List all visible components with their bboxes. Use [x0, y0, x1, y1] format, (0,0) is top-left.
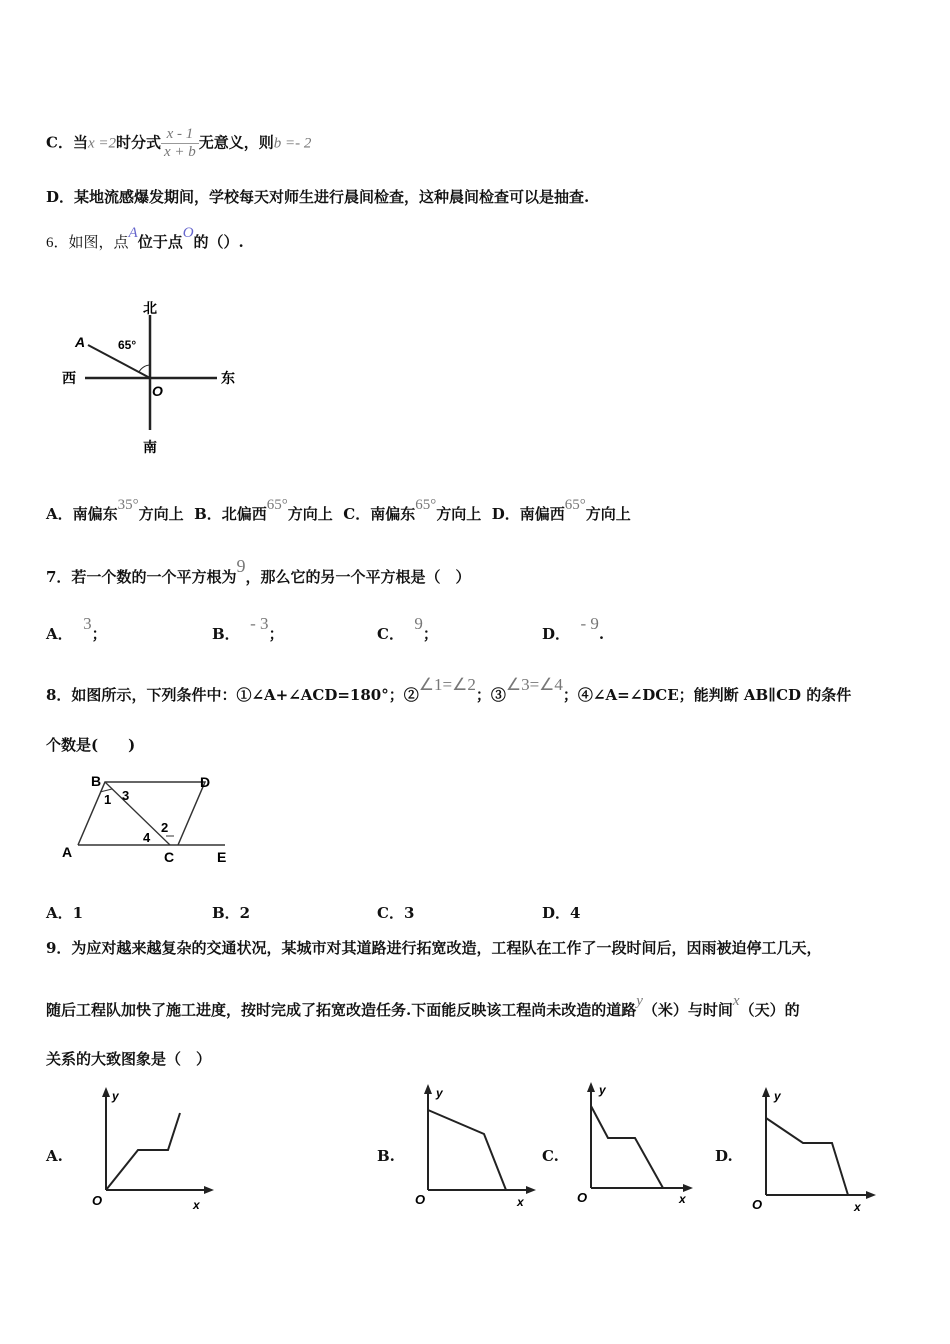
label: D．南偏西	[491, 505, 565, 523]
axis-y: y	[112, 1089, 119, 1103]
axis-x: x	[679, 1192, 686, 1206]
math: x =2	[87, 135, 116, 152]
label-d: D	[200, 774, 211, 790]
origin: O	[415, 1192, 426, 1207]
value: - 9	[580, 614, 599, 633]
label-a: A	[62, 844, 73, 860]
label: A．南偏东	[46, 505, 118, 523]
axis-x: x	[517, 1195, 524, 1209]
label-south: 南	[143, 439, 157, 455]
label: C．南偏东	[343, 505, 416, 523]
q7-option-c[interactable]	[377, 614, 438, 644]
value: 3	[83, 614, 92, 633]
q5-option-c	[46, 126, 311, 161]
math: b =- 2	[273, 135, 312, 152]
condition-3: ∠3=∠4	[505, 675, 563, 694]
denominator: x + b	[164, 144, 196, 160]
text: ，那么它的另一个平方根是（ ）	[245, 568, 471, 586]
text: ；	[268, 625, 284, 643]
label: A．	[46, 625, 73, 643]
axis-x: x	[854, 1200, 861, 1214]
q7-option-d[interactable]	[542, 614, 605, 644]
q8-stem	[46, 675, 852, 705]
label: C．当	[46, 133, 88, 152]
var-x: x	[732, 993, 740, 1009]
label-4: 4	[143, 830, 151, 845]
parallelogram-figure	[60, 770, 240, 870]
text: 方向上	[138, 505, 184, 523]
q8-option-a[interactable]: A．1	[46, 904, 84, 922]
text: .	[598, 625, 605, 643]
text: ；④∠A=∠DCE；能判断 AB∥CD 的条件	[562, 686, 852, 704]
label-a: A	[75, 334, 86, 350]
graph-c	[575, 1080, 700, 1210]
label: C．	[377, 625, 404, 643]
value: 9	[236, 556, 246, 576]
text: 方向上	[287, 505, 333, 523]
q5-option-d: D．某地流感爆发期间，学校每天对师生进行晨间检查，这种晨间检查可以是抽查.	[46, 188, 590, 206]
q7-option-b[interactable]	[212, 614, 284, 644]
label: B．	[212, 625, 240, 643]
q9-option-b[interactable]: B.	[377, 1147, 395, 1165]
text: 的（）.	[193, 233, 244, 251]
text: （米）与时间	[642, 1001, 733, 1019]
q9-option-c[interactable]: C.	[542, 1147, 559, 1165]
label-c: C	[164, 849, 175, 865]
value: 65°	[266, 497, 288, 513]
value: 35°	[117, 497, 139, 513]
graph-b	[412, 1082, 537, 1212]
axis-x: x	[193, 1198, 200, 1212]
graph-a	[90, 1085, 215, 1215]
text: 6．如图，点	[46, 235, 129, 251]
text: 随后工程队加快了施工进度，按时完成了拓宽改造任务.下面能反映该工程尚未改造的道路	[46, 1001, 637, 1019]
origin: O	[577, 1190, 588, 1205]
origin: O	[752, 1197, 763, 1212]
q8-option-d[interactable]: D．4	[542, 904, 581, 922]
label-e: E	[217, 849, 227, 865]
label-east: 东	[221, 370, 235, 386]
point-o: O	[182, 225, 194, 241]
q6-stem	[46, 225, 244, 252]
q7-stem	[46, 556, 471, 587]
label: B．北偏西	[194, 505, 267, 523]
label-3: 3	[122, 788, 130, 803]
q6-options	[46, 497, 631, 524]
text: 无意义，则	[198, 133, 274, 152]
label-b: B	[91, 773, 102, 789]
q9-option-a[interactable]: A.	[46, 1147, 63, 1165]
value: 9	[414, 614, 423, 633]
label-1: 1	[104, 792, 112, 807]
text: 8．如图所示，下列条件中：①∠A+∠ACD=180°；②	[46, 686, 419, 704]
label-angle: 65°	[118, 338, 137, 352]
q8-option-c[interactable]: C．3	[377, 904, 415, 922]
value: 65°	[415, 497, 437, 513]
label-north: 北	[143, 300, 157, 316]
numerator: x - 1	[161, 126, 199, 144]
q7-option-a[interactable]	[46, 614, 107, 644]
point-a: A	[128, 225, 138, 241]
value: - 3	[250, 614, 269, 633]
compass-figure	[55, 295, 245, 460]
text: ；③	[475, 686, 506, 704]
q8-option-b[interactable]: B．2	[212, 904, 251, 922]
axis-y: y	[774, 1089, 781, 1103]
text: 7．若一个数的一个平方根为	[46, 568, 237, 586]
text: （天）的	[739, 1001, 800, 1019]
fraction	[161, 126, 199, 161]
axis-y: y	[436, 1086, 443, 1100]
label-west: 西	[62, 370, 76, 386]
label: D．	[542, 625, 571, 643]
q6-option-c[interactable]	[343, 497, 482, 523]
var-y: y	[636, 993, 643, 1009]
text: 时分式	[115, 133, 161, 152]
q9-option-d[interactable]: D.	[715, 1147, 733, 1165]
graph-d	[750, 1085, 880, 1215]
label-2: 2	[161, 820, 169, 835]
q6-option-d[interactable]	[491, 497, 631, 523]
q6-option-a[interactable]	[46, 497, 184, 523]
value: 65°	[564, 497, 586, 513]
axis-y: y	[599, 1083, 606, 1097]
text: 方向上	[436, 505, 482, 523]
q8-stem-line2: 个数是( )	[46, 736, 136, 754]
label-o: O	[152, 383, 163, 399]
text: 位于点	[137, 233, 183, 251]
q9-stem-line2	[46, 993, 800, 1020]
condition-2: ∠1=∠2	[418, 675, 476, 694]
text: 方向上	[585, 505, 631, 523]
origin: O	[92, 1193, 103, 1208]
q6-option-b[interactable]	[194, 497, 333, 523]
text: ；	[422, 625, 438, 643]
q9-stem-line1: 9．为应对越来越复杂的交通状况，某城市对其道路进行拓宽改造，工程队在工作了一段时间后，因雨被迫停工几天，	[46, 939, 822, 957]
q9-stem-line3: 关系的大致图象是（ ）	[46, 1050, 212, 1068]
text: ；	[91, 625, 107, 643]
